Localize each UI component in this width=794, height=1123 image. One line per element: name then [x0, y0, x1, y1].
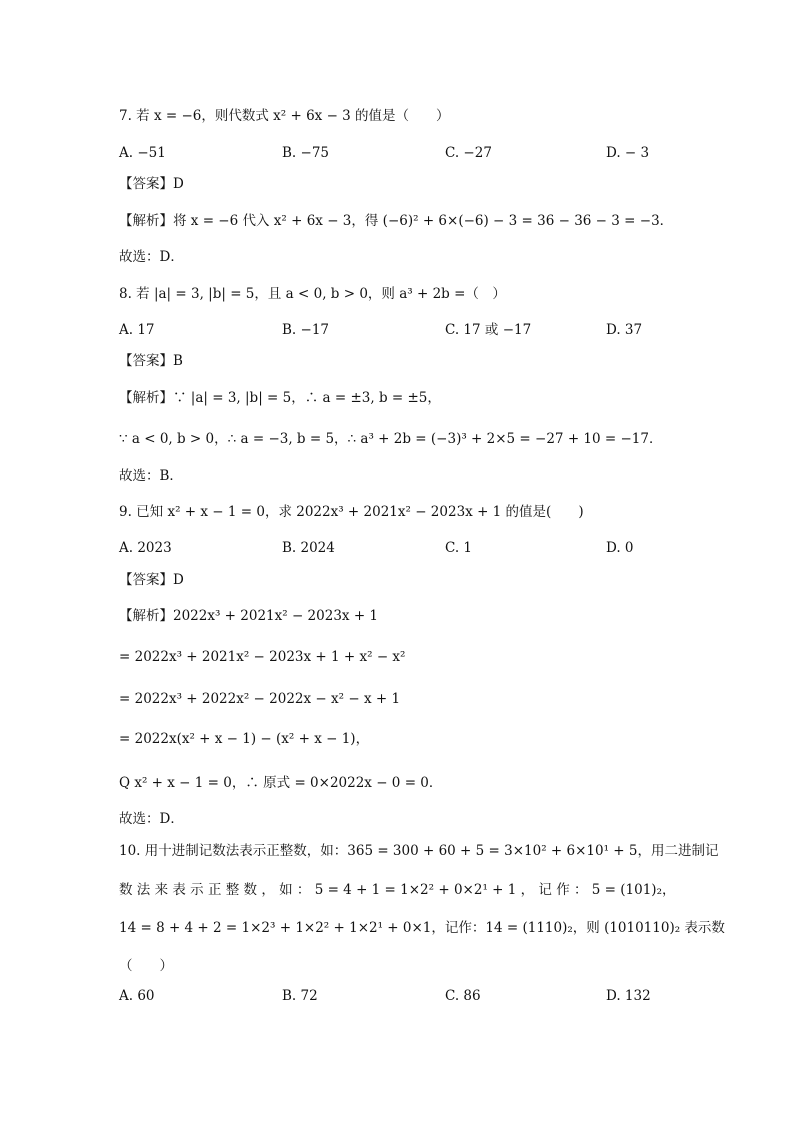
- q7-analysis: 【解析】将 x = −6 代入 x² + 6x − 3，得 (−6)² + 6×(−6) − 3 = 36 − 36 − 3 = −3．: [119, 213, 674, 229]
- q8-analysis-line-2: ∵ a < 0, b > 0，∴ a = −3, b = 5，∴ a³ + 2b = (−3)³ + 2×5 = −27 + 10 = −17．: [119, 431, 663, 447]
- q10-stem-line-2: 数 法 来 表 示 正 整 数 ， 如 ： 5 = 4 + 1 = 1×2² + 0×2¹ + 1 ， 记 作 ： 5 = (101)₂，: [119, 882, 676, 898]
- q10-options: [119, 986, 679, 1006]
- q7-option-c[interactable]: C. −27: [445, 145, 492, 161]
- q10-stem-line-3: 14 = 8 + 4 + 2 = 1×2³ + 1×2² + 1×2¹ + 0×1，记作：14 = (1110)₂，则 (1010110)₂ 表示数: [119, 920, 725, 936]
- q10-stem-line-4: （ ）: [119, 958, 173, 974]
- q7-answer: 【答案】D: [119, 176, 184, 192]
- q8-option-a[interactable]: A. 17: [119, 322, 155, 338]
- q10-option-b[interactable]: B. 72: [282, 988, 318, 1004]
- q9-options: [119, 538, 679, 558]
- q10-option-d[interactable]: D. 132: [606, 988, 651, 1004]
- q9-analysis-line-1: 【解析】2022x³ + 2021x² − 2023x + 1: [119, 608, 379, 624]
- q9-analysis-line-5: Q x² + x − 1 = 0，∴ 原式 = 0×2022x − 0 = 0．: [119, 775, 443, 791]
- q9-analysis-line-4: = 2022x(x² + x − 1) − (x² + x − 1)，: [119, 731, 370, 747]
- q8-choose: 故选：B．: [119, 468, 183, 484]
- q8-option-d[interactable]: D. 37: [606, 322, 643, 338]
- q7-option-a[interactable]: A. −51: [119, 145, 166, 161]
- q9-answer: 【答案】D: [119, 572, 184, 588]
- q7-stem: 7. 若 x = −6，则代数式 x² + 6x − 3 的值是（ ）: [119, 108, 450, 124]
- q9-analysis-line-3: = 2022x³ + 2022x² − 2022x − x² − x + 1: [119, 691, 401, 707]
- q8-answer: 【答案】B: [119, 353, 183, 369]
- q9-stem: 9. 已知 x² + x − 1 = 0，求 2022x³ + 2021x² − 2023x + 1 的值是( ): [119, 504, 584, 520]
- q7-choose: 故选：D．: [119, 249, 184, 265]
- q10-stem-line-1: 10. 用十进制记数法表示正整数，如：365 = 300 + 60 + 5 = 3×10² + 6×10¹ + 5，用二进制记: [119, 843, 719, 859]
- q9-choose: 故选：D．: [119, 811, 184, 827]
- q8-option-c[interactable]: C. 17 或 −17: [445, 322, 532, 338]
- q7-options: [119, 143, 679, 163]
- q7-option-d[interactable]: D. − 3: [606, 145, 650, 161]
- q9-option-d[interactable]: D. 0: [606, 540, 634, 556]
- q9-analysis-line-2: = 2022x³ + 2021x² − 2023x + 1 + x² − x²: [119, 649, 406, 665]
- q10-option-c[interactable]: C. 86: [445, 988, 481, 1004]
- q9-option-c[interactable]: C. 1: [445, 540, 473, 556]
- q9-option-b[interactable]: B. 2024: [282, 540, 335, 556]
- q9-option-a[interactable]: A. 2023: [119, 540, 172, 556]
- q8-analysis-line-1: 【解析】∵ |a| = 3, |b| = 5，∴ a = ±3, b = ±5，: [119, 390, 441, 406]
- q8-option-b[interactable]: B. −17: [282, 322, 329, 338]
- q8-options: [119, 320, 679, 340]
- q7-option-b[interactable]: B. −75: [282, 145, 329, 161]
- q10-option-a[interactable]: A. 60: [119, 988, 155, 1004]
- q8-stem: 8. 若 |a| = 3, |b| = 5，且 a < 0, b > 0，则 a³ + 2b =（ ）: [119, 286, 506, 302]
